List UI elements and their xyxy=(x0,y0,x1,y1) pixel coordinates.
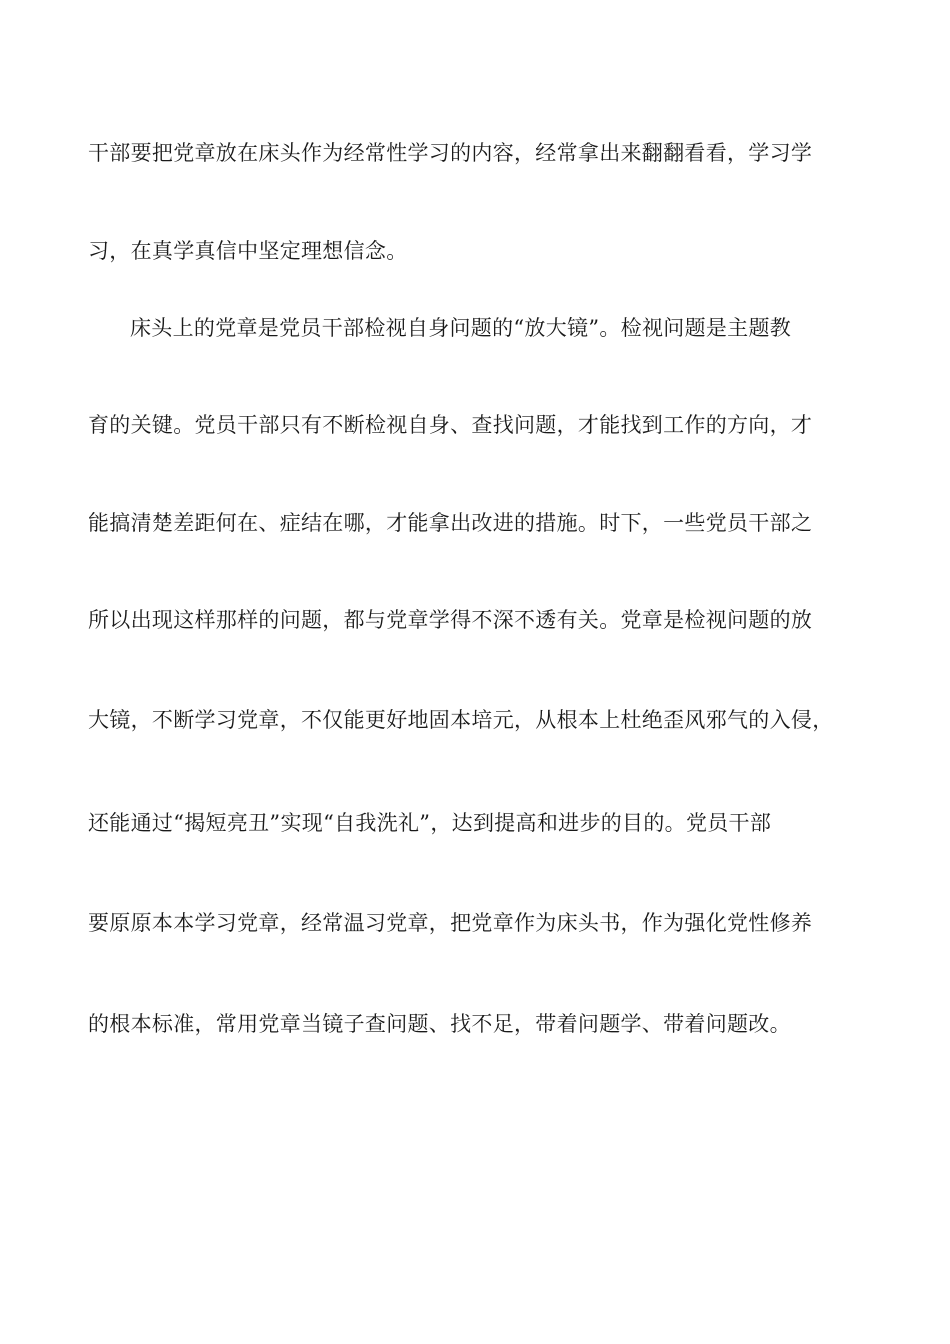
text-line: 能搞清楚差距何在、症结在哪，才能拿出改进的措施。时下，一些党员干部之 xyxy=(88,511,813,535)
text-line: 要原原本本学习党章，经常温习党章，把党章作为床头书，作为强化党性修养 xyxy=(88,911,813,935)
text-line: 所以出现这样那样的问题，都与党章学得不深不透有关。党章是检视问题的放 xyxy=(88,608,813,632)
text-line: 育的关键。党员干部只有不断检视自身、查找问题，才能找到工作的方向，才 xyxy=(88,413,813,437)
text-line: 习，在真学真信中坚定理想信念。 xyxy=(88,239,408,263)
text-line: 大镜，不断学习党章，不仅能更好地固本培元，从根本上杜绝歪风邪气的入侵， xyxy=(88,708,834,732)
text-line: 的根本标准，常用党章当镜子查问题、找不足，带着问题学、带着问题改。 xyxy=(88,1012,791,1036)
paragraph-first-line: 床头上的党章是党员干部检视自身问题的“放大镜”。检视问题是主题教 xyxy=(130,316,792,340)
text-line: 还能通过“揭短亮丑”实现“自我洗礼”，达到提高和进步的目的。党员干部 xyxy=(88,811,772,835)
text-line: 干部要把党章放在床头作为经常性学习的内容，经常拿出来翻翻看看，学习学 xyxy=(88,141,813,165)
